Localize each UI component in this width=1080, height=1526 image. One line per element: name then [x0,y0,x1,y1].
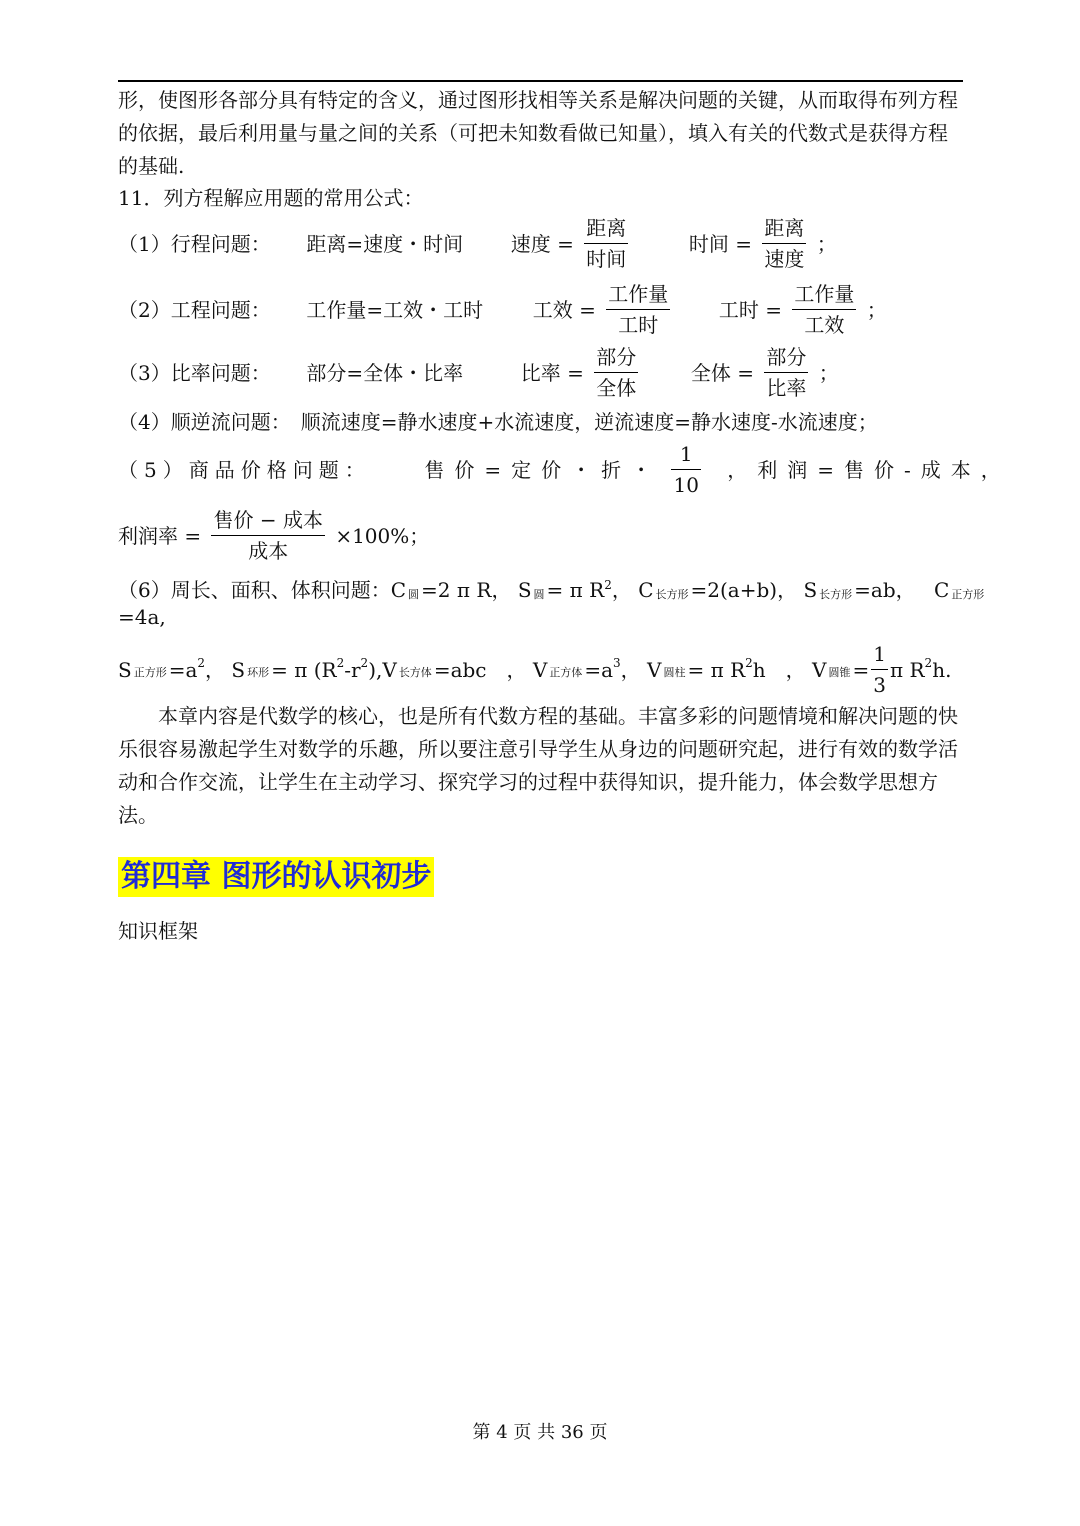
formula-lhs: 工效 = [532,297,596,322]
exponent: 3 [613,656,621,670]
denominator: 10 [673,473,699,497]
value: =a [584,657,613,682]
top-rule [118,80,963,82]
formula-lhs: 全体 = [690,360,755,385]
symbol: V [812,657,827,682]
numerator: 距离 [762,214,806,244]
denominator: 时间 [586,247,627,271]
numerator: 售价 − 成本 [211,506,324,536]
symbol: S [517,578,532,602]
formula-label: （5）商品价格问题： [118,457,371,482]
fraction [606,280,670,339]
chapter-title: 第四章 图形的认识初步 [118,857,434,897]
exponent: 2 [197,656,206,670]
formula-end: ； [818,360,839,385]
formula-end: ； [816,231,837,256]
formula-main: 距离=速度・时间 [306,231,464,256]
value: -r [344,657,361,682]
subscript: 圆锥 [828,666,851,679]
subscript: 正方形 [133,666,167,679]
denominator: 全体 [596,376,637,400]
symbol: C [934,578,950,602]
numerator: 距离 [584,214,628,244]
symbol: C [390,578,407,602]
value: = [852,657,870,682]
symbol: V [382,657,397,682]
exponent: 2 [924,656,933,670]
exponent: 2 [604,578,612,592]
fraction [792,280,856,339]
fraction [871,640,888,699]
formula-row-geometry-1 [118,570,986,610]
formula-row-geometry-2: =4a, [118,605,166,629]
formula-end: ； [866,297,887,322]
numerator: 部分 [594,343,638,373]
profit-formula: ，利润=售价-成本， [727,457,1011,482]
exponent: 2 [336,656,345,670]
item-11-title: 11．列方程解应用题的常用公式： [118,186,424,210]
value: =abc ， [433,657,527,682]
intro-paragraph: 形，使图形各部分具有特定的含义，通过图形找相等关系是解决问题的关键，从而取得布列方程的依据，最后利用量与量之间的关系（可把未知数看做已知量），填入有关的代数式是获得方程的基础. [118,88,958,178]
formula-label: （1）行程问题： [118,231,271,256]
value: = π (R [271,657,337,682]
value: =2(a+b)， [690,578,798,602]
exponent: 2 [745,656,753,670]
summary-paragraph: 本章内容是代数学的核心，也是所有代数方程的基础。丰富多彩的问题情境和解决问题的快乐很容易激起学生对数学的乐趣，所以要注意引导学生从身边的问题研究起，进行有效的数学活动和合作交流，让学生在主动学习、探究学习的过程中获得知识，提升能力，体会数学思想方法。 [118,704,958,827]
subscript: 长方形 [819,588,853,601]
denominator: 工时 [618,313,659,337]
formula-main: 部分=全体・比率 [306,360,464,385]
price-formula: 售价=定价・折・ [424,457,662,482]
fraction [764,343,808,402]
value: ， [205,657,226,682]
subscript: 环形 [247,666,270,679]
formula-row-profit-rate [118,506,429,565]
formula-lhs: 时间 = [688,231,753,256]
formula-row-price [118,440,1011,499]
value: =ab， [854,578,916,602]
symbol: V [647,657,662,682]
formula-lhs: 利润率 = [118,523,202,548]
formula-label: （3）比率问题： [118,360,271,385]
symbol: V [532,657,548,682]
denominator: 成本 [248,539,289,563]
formula-lhs: 工时 = [718,297,783,322]
fraction [594,343,638,402]
formula-row-ratio [118,343,839,402]
subscript: 长方体 [398,666,432,679]
formula-lhs: 比率 = [520,360,584,385]
denominator: 比率 [766,376,807,400]
formula-label: （2）工程问题： [118,297,271,322]
value: h. [932,657,952,682]
denominator: 工效 [804,313,845,337]
symbol: S [118,657,132,682]
formula-row-geometry-3 [118,640,951,699]
symbol: S [803,578,818,602]
formula-lhs: 速度 = [510,231,574,256]
subscript: 圆 [533,588,545,601]
numerator: 部分 [764,343,808,373]
numerator: 1 [871,640,888,670]
subscript: 圆 [408,588,420,601]
subscript: 正方形 [951,588,985,601]
numerator: 工作量 [792,280,856,310]
fraction [762,214,806,273]
formula-row-flow: （4）顺逆流问题： 顺流速度=静水速度+水流速度，逆流速度=静水速度-水流速度； [118,410,878,434]
formula-row-work [118,280,887,339]
symbol: C [638,578,654,602]
value: = π R [546,578,605,602]
denominator: 3 [873,673,886,697]
subscript: 长方形 [655,588,689,601]
formula-tail: ×100%； [335,523,430,548]
formula-row-travel [118,214,837,273]
numerator: 1 [671,440,700,470]
value: = π R [687,657,746,682]
fraction [671,440,700,499]
value: =2 π R， [421,578,512,602]
value: π R [889,657,925,682]
knowledge-framework-label: 知识框架 [118,919,198,943]
fraction [584,214,628,273]
subscript: 圆柱 [663,666,686,679]
numerator: 工作量 [606,280,670,310]
value: ， [611,578,632,602]
formula-main: 工作量=工效・工时 [306,297,484,322]
symbol: S [231,657,246,682]
value: h ， [752,657,806,682]
denominator: 速度 [764,247,805,271]
value: ， [620,657,641,682]
value: ), [368,657,383,682]
value: =a [168,657,198,682]
subscript: 正方体 [549,666,583,679]
page-footer: 第 4 页 共 36 页 [472,1422,608,1443]
fraction [211,506,324,565]
formula-label: （6）周长、面积、体积问题： [118,578,391,602]
exponent: 2 [360,656,369,670]
